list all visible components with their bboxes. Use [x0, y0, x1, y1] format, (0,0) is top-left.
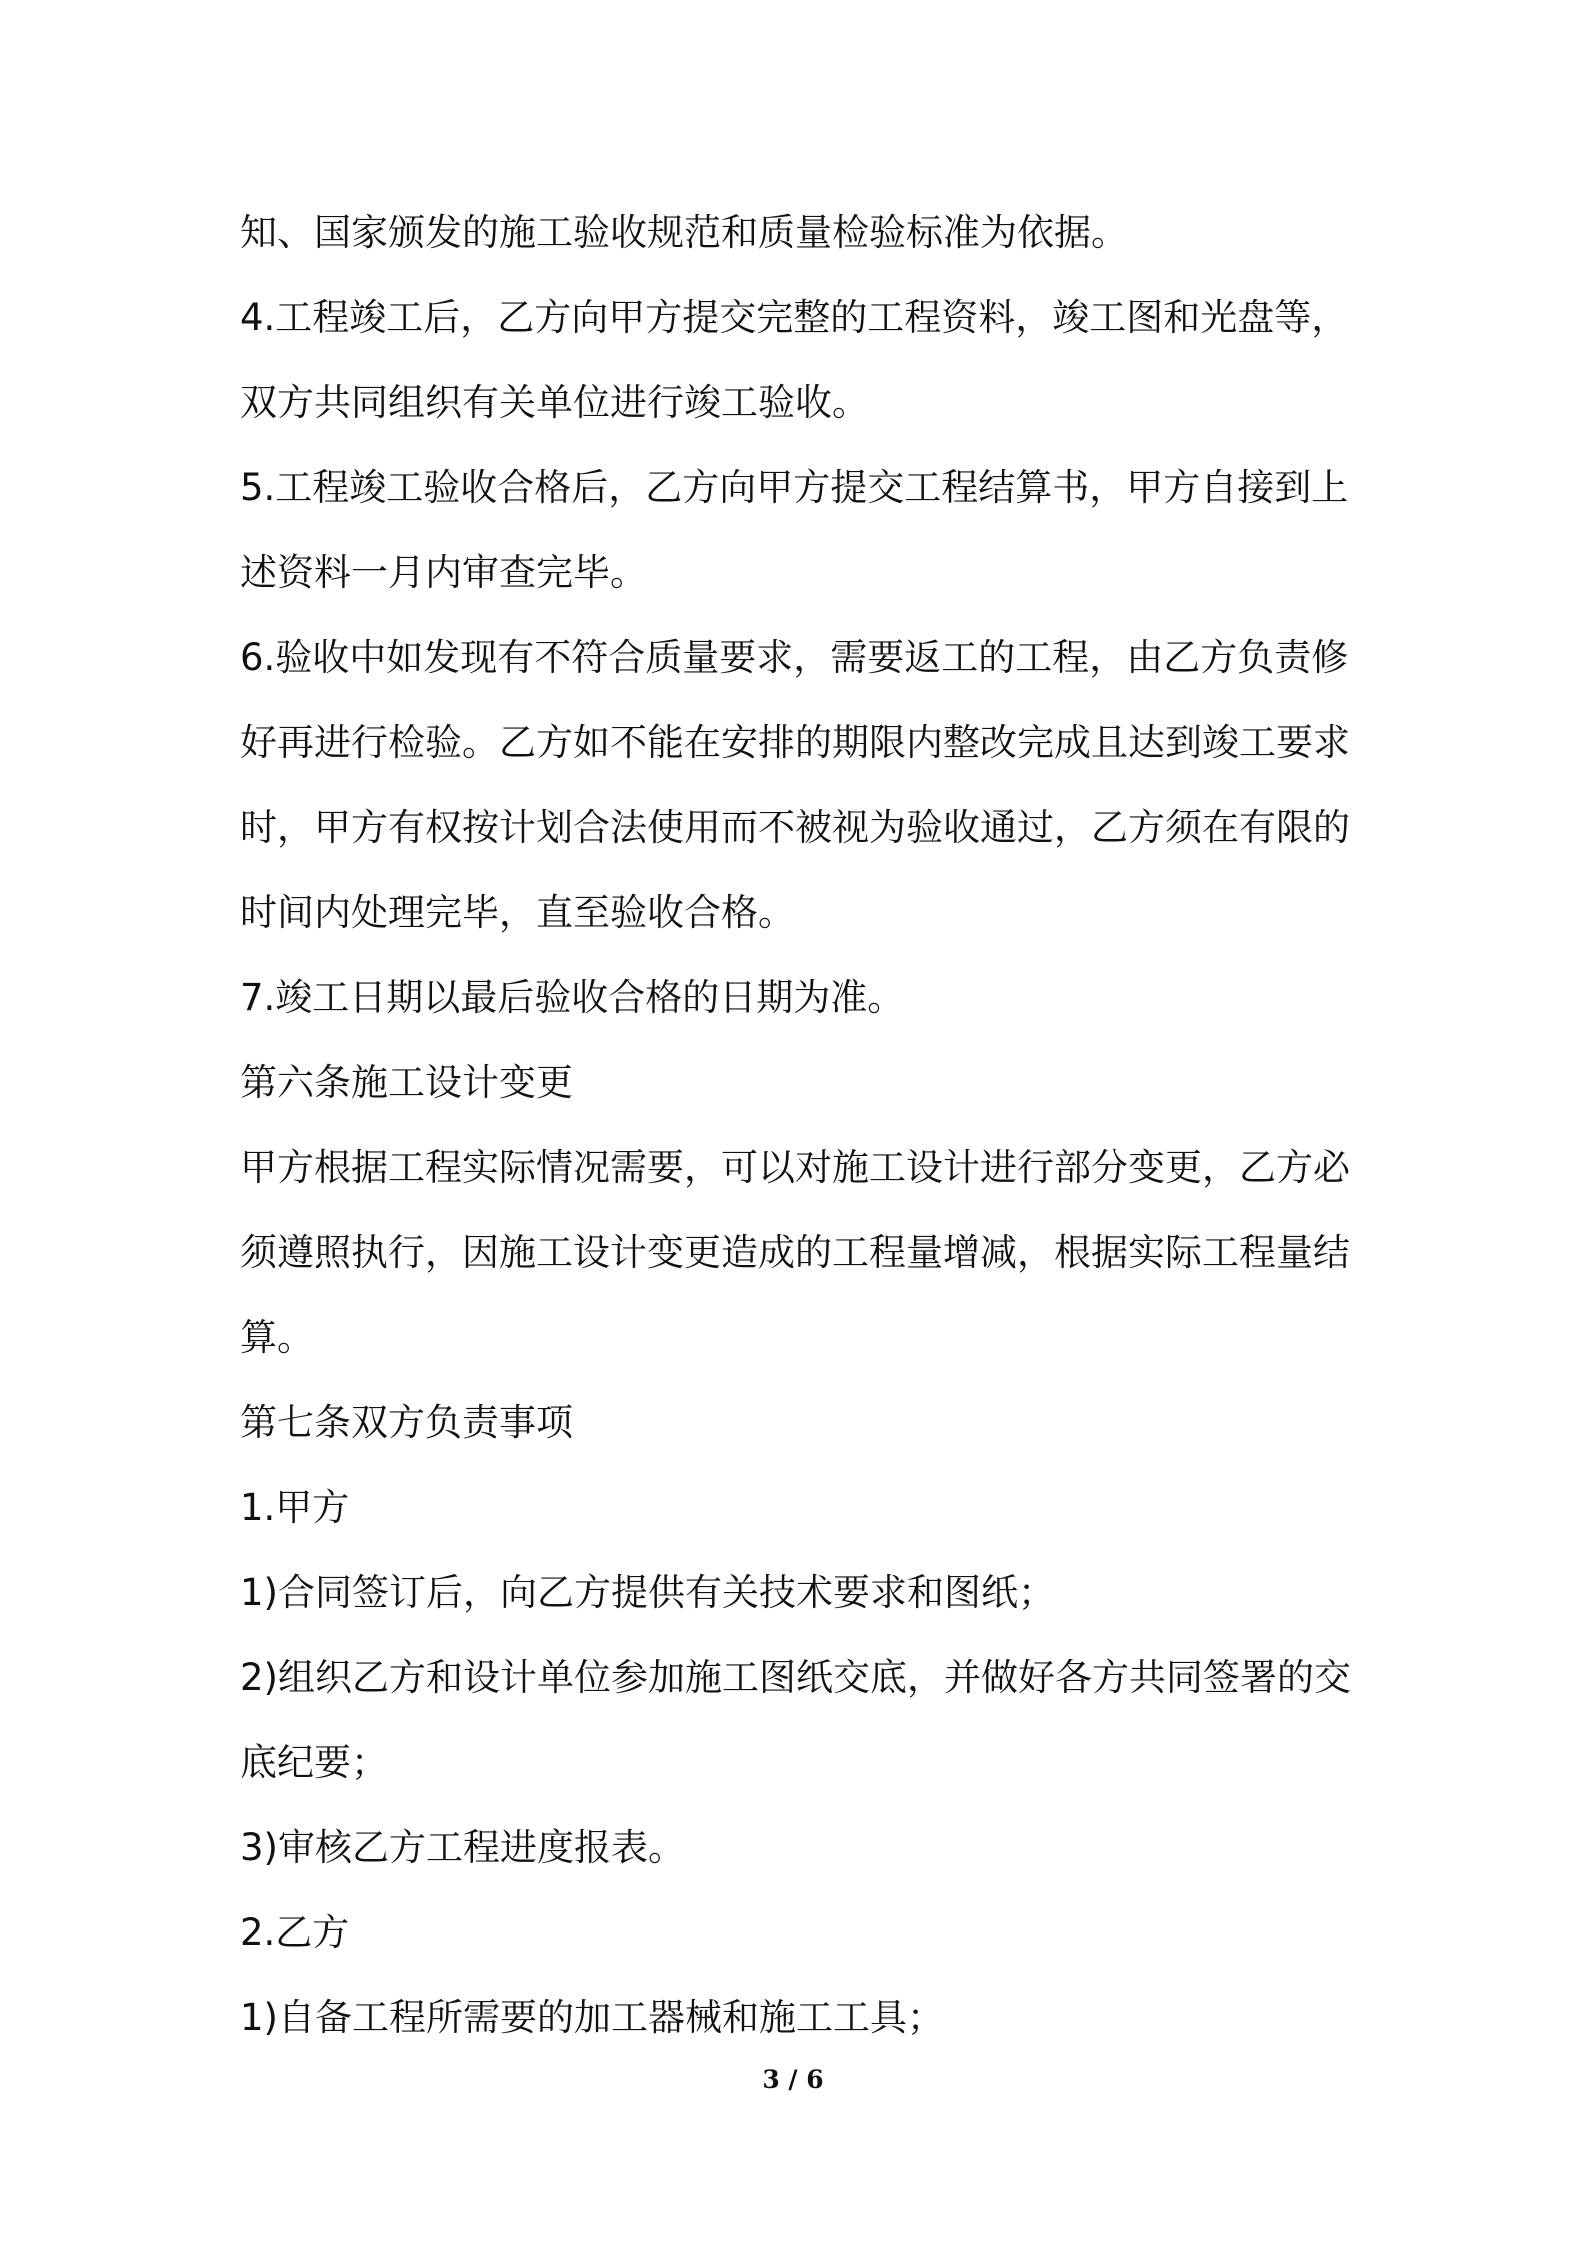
text-line-4: 5.工程竣工验收合格后，乙方向甲方提交工程结算书，甲方自接到上 — [240, 466, 1349, 509]
subheading-party-b: 2.乙方 — [240, 1911, 350, 1954]
text-line-12: 甲方根据工程实际情况需要，可以对施工设计进行部分变更，乙方必 — [240, 1146, 1350, 1189]
text-line-17: 1)合同签订后，向乙方提供有关技术要求和图纸； — [240, 1571, 1055, 1614]
text-line-19: 底纪要； — [240, 1741, 388, 1784]
text-line-3: 双方共同组织有关单位进行竣工验收。 — [240, 381, 869, 424]
page-number: 3 / 6 — [762, 2065, 824, 2094]
text-line-7: 好再进行检验。乙方如不能在安排的期限内整改完成且达到竣工要求 — [240, 721, 1350, 764]
text-line-22: 1)自备工程所需要的加工器械和施工工具； — [240, 1996, 944, 2039]
text-line-2: 4.工程竣工后，乙方向甲方提交完整的工程资料，竣工图和光盘等， — [240, 296, 1349, 339]
text-line-1: 知、国家颁发的施工验收规范和质量检验标准为依据。 — [240, 211, 1128, 254]
text-line-13: 须遵照执行，因施工设计变更造成的工程量增减，根据实际工程量结 — [240, 1231, 1350, 1274]
text-line-10: 7.竣工日期以最后验收合格的日期为准。 — [240, 976, 905, 1019]
text-line-8: 时，甲方有权按计划合法使用而不被视为验收通过，乙方须在有限的 — [240, 806, 1350, 849]
section-heading-7: 第七条双方负责事项 — [240, 1401, 573, 1444]
document-body — [240, 190, 1360, 2060]
text-line-18: 2)组织乙方和设计单位参加施工图纸交底，并做好各方共同签署的交 — [240, 1656, 1351, 1699]
subheading-party-a: 1.甲方 — [240, 1486, 350, 1529]
section-heading-6: 第六条施工设计变更 — [240, 1061, 573, 1104]
text-line-9: 时间内处理完毕，直至验收合格。 — [240, 891, 795, 934]
text-line-5: 述资料一月内审查完毕。 — [240, 551, 647, 594]
text-line-6: 6.验收中如发现有不符合质量要求，需要返工的工程，由乙方负责修 — [240, 636, 1349, 679]
text-line-14: 算。 — [240, 1316, 314, 1359]
text-line-20: 3)审核乙方工程进度报表。 — [240, 1826, 685, 1869]
